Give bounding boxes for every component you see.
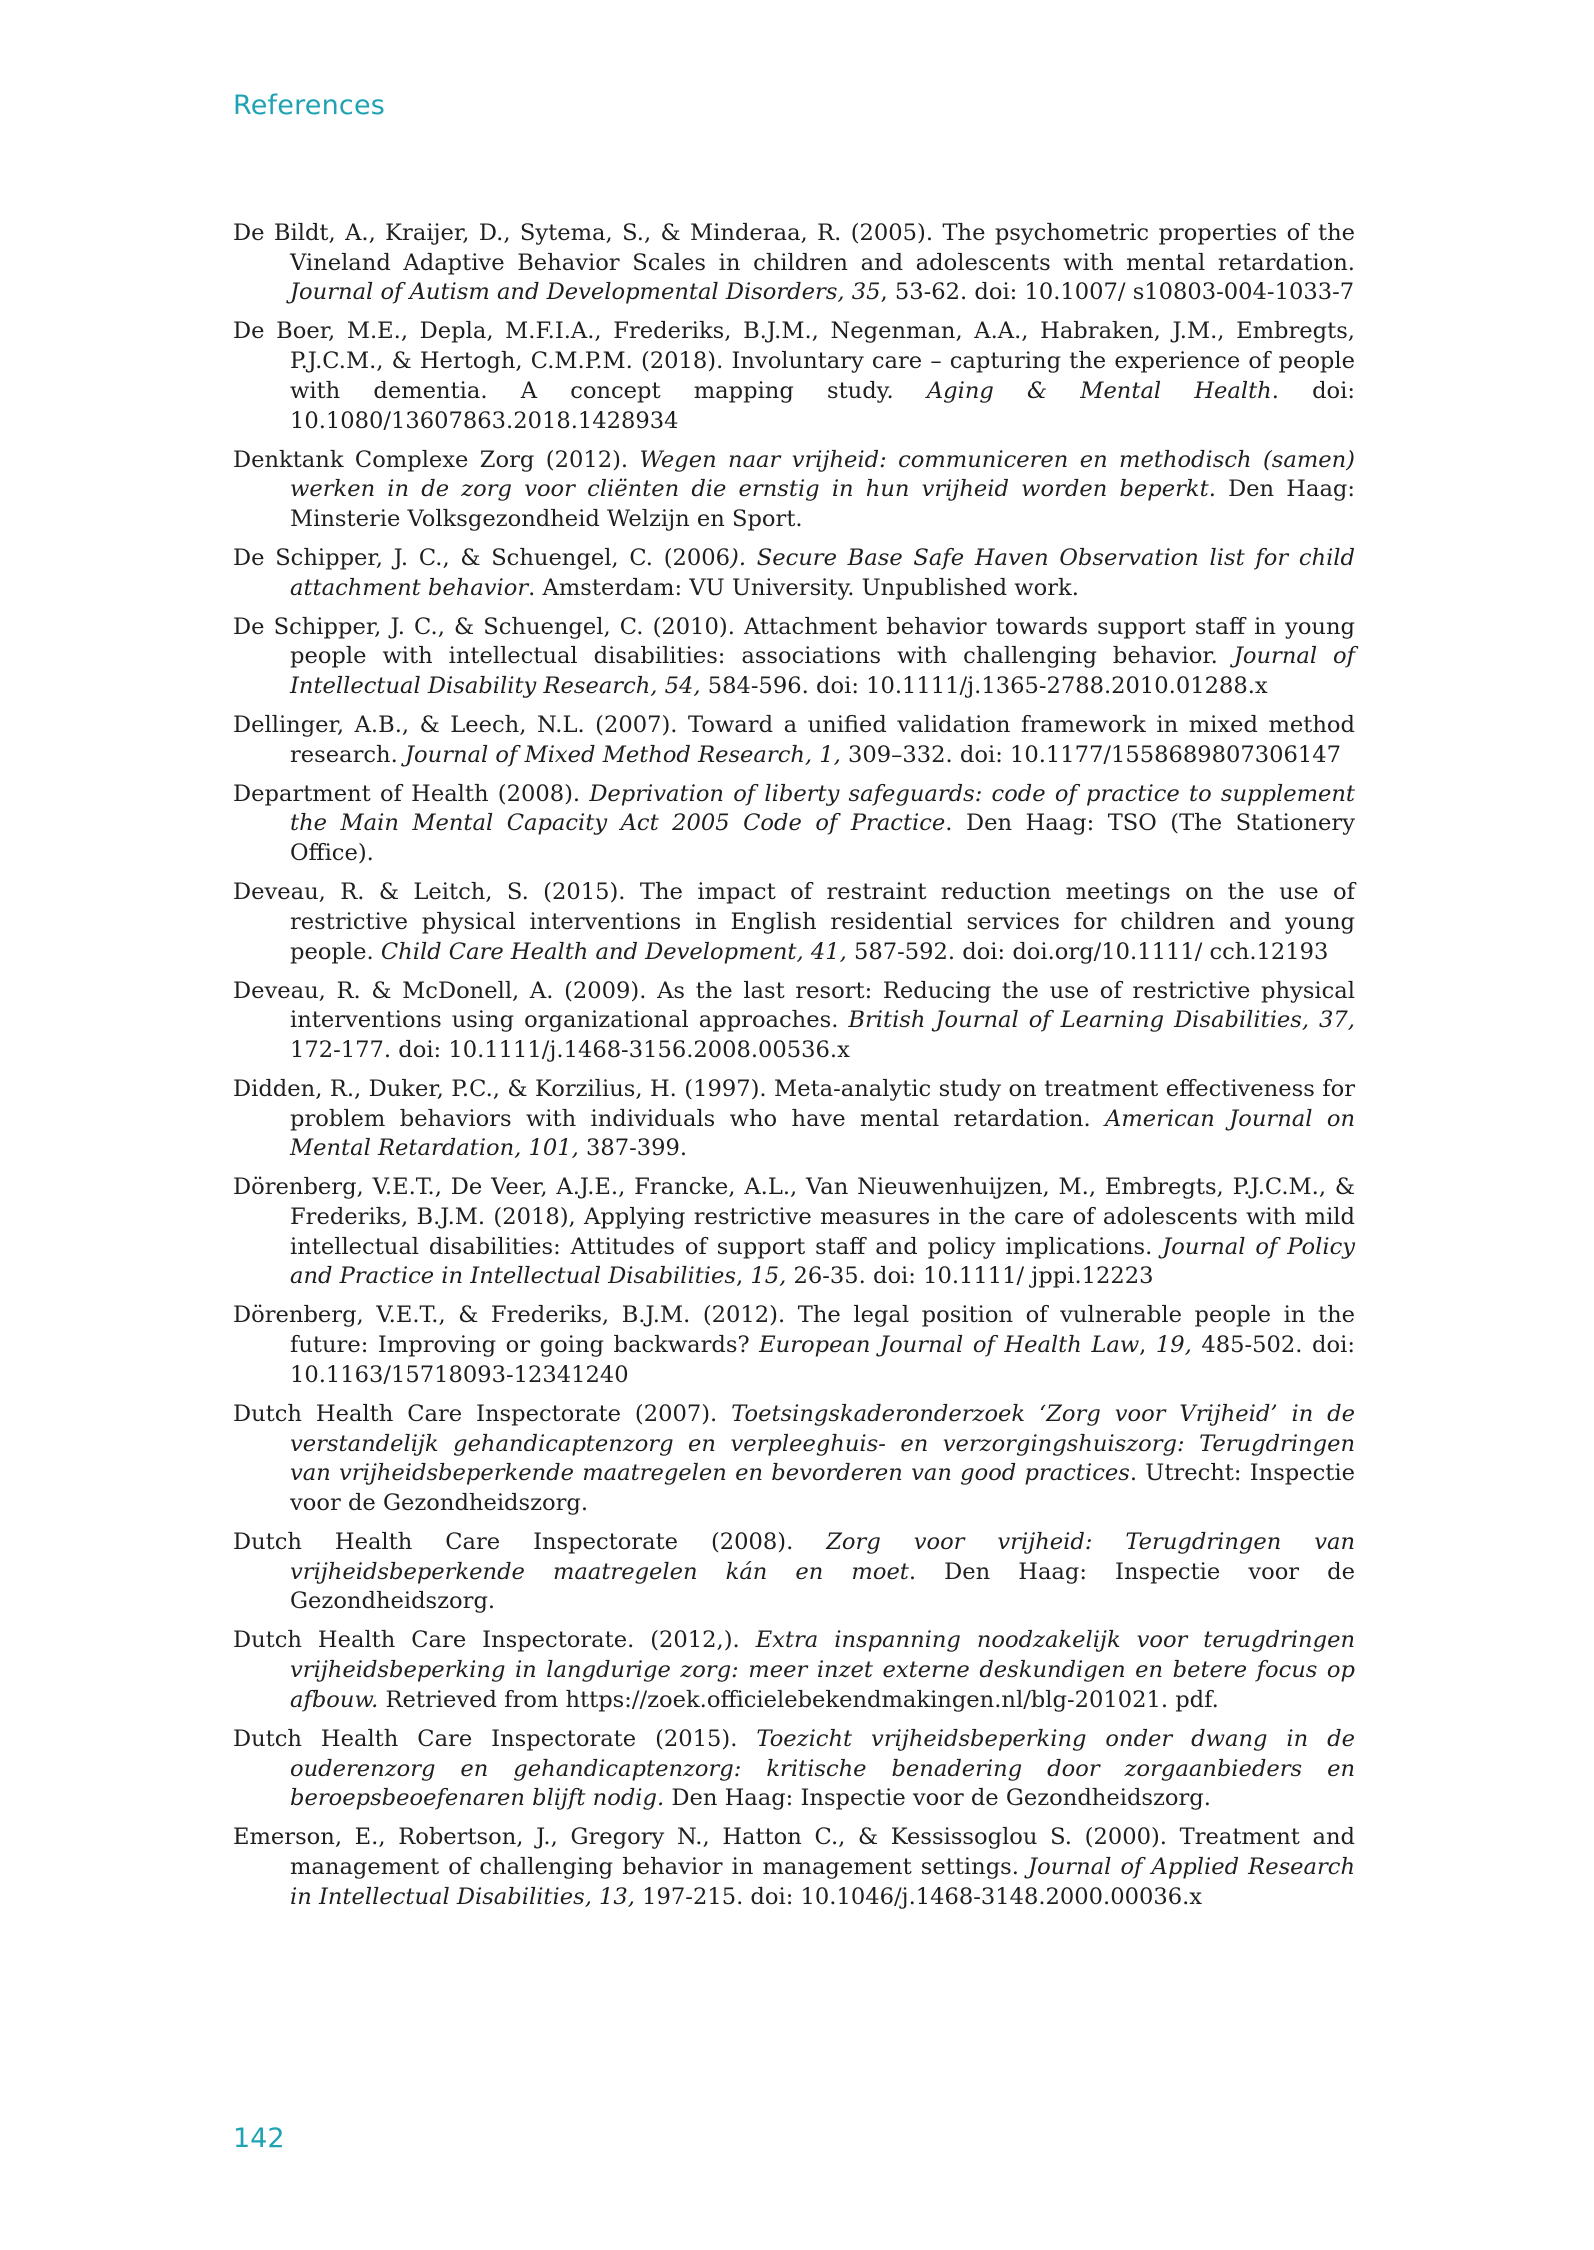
reference-entry (233, 219, 1355, 308)
reference-text: , (1139, 1332, 1156, 1359)
reference-text: Dutch Health Care Inspectorate. (2012,). (233, 1627, 756, 1654)
reference-source: ). Secure Base Safe Haven Observation list for child attachment behavior (290, 544, 1355, 601)
reference-text: Dutch Health Care Inspectorate (2008). (233, 1528, 827, 1555)
reference-text: , (736, 1263, 751, 1290)
reference-text: Den Haag: Inspectie voor de Gezondheidszorg. (664, 1785, 1211, 1812)
reference-text: De Bildt, A., Kraijer, D., Sytema, S., & Minderaa, R. (2005). The psychometric properties of the Vineland Adaptive Behavior Scales in children and adolescents with mental retardation. (233, 220, 1355, 276)
reference-source: Child Care Health and Development, 41, (380, 938, 847, 965)
reference-text: 172-177. doi: 10.1111/j.1468-3156.2008.00536.x (290, 1036, 850, 1063)
reference-source: American Journal on Mental Retardation, 101, (290, 1105, 1355, 1162)
reference-text: Dörenberg, V.E.T., & Frederiks, B.J.M. (2012). The legal position of vulnerable people in the future: Improving or going backwards? (233, 1302, 1355, 1359)
reference-text: Deveau, R. & McDonell, A. (2009). As the last resort: Reducing the use of restrictive physical interventions using organizational approaches. (233, 977, 1355, 1034)
reference-text: . doi: 10.1080/13607863.2018.1428934 (290, 377, 1355, 434)
reference-list (233, 219, 1355, 1922)
reference-source: European Journal of Health Law (759, 1332, 1140, 1359)
reference-source: Journal of Policy and Practice in Intellectual Disabilities (290, 1233, 1355, 1290)
reference-source: Journal of Applied Research in Intellectual Disabilities, 13, (290, 1853, 1356, 1910)
reference-source: Aging & Mental Health (926, 377, 1272, 404)
reference-text: Retrieved from https://zoek.officielebekendmakingen.nl/blg-201021. pdf. (378, 1686, 1219, 1713)
reference-text: . Amsterdam: VU University. Unpublished work. (528, 574, 1079, 601)
reference-volume: 15, (750, 1263, 787, 1290)
reference-entry (233, 317, 1355, 436)
running-header: References (233, 90, 386, 121)
reference-text: . Den Haag: Minsterie Volksgezondheid Welzijn en Sport. (290, 476, 1355, 532)
reference-entry (233, 613, 1355, 702)
reference-text: Dörenberg, V.E.T., De Veer, A.J.E., Francke, A.L., Van Nieuwenhuijzen, M., Embregts, P.J.C.M., & Frederiks, B.J.M. (2018), Applying restrictive measures in the care of adolescents with mild intellectual disabilities: Attitudes of support staff and policy implications. (233, 1174, 1355, 1260)
reference-source: Extra inspanning noodzakelijk voor terugdringen vrijheidsbeperking in langdurige zorg: meer inzet externe deskundigen en betere focus op afbouw. (290, 1627, 1355, 1713)
reference-entry (233, 1528, 1355, 1617)
reference-text: Didden, R., Duker, P.C., & Korzilius, H. (1997). Meta-analytic study on treatment effectiveness for problem behaviors with individuals who have mental retardation. (233, 1075, 1355, 1132)
reference-text: Dutch Health Care Inspectorate (2007). (233, 1400, 732, 1427)
reference-text: . Utrecht: Inspectie voor de Gezondheidszorg. (290, 1460, 1355, 1516)
reference-source: Deprivation of liberty safeguards: code of practice to supplement the Main Mental Capacity Act 2005 Code of Practice (290, 780, 1355, 837)
reference-entry (233, 878, 1355, 967)
reference-text: 485-502. doi: 10.1163/15718093-12341240 (290, 1332, 1355, 1388)
reference-text: 26-35. doi: 10.1111/ jppi.12223 (786, 1263, 1154, 1290)
reference-text: Dellinger, A.B., & Leech, N.L. (2007). Toward a unified validation framework in mixed method research. (233, 712, 1355, 768)
reference-entry (233, 1301, 1355, 1390)
reference-entry (233, 977, 1355, 1066)
reference-entry (233, 711, 1355, 770)
reference-volume: 19, (1155, 1332, 1192, 1359)
reference-entry (233, 1626, 1355, 1715)
reference-text: De Boer, M.E., Depla, M.F.I.A., Frederiks, B.J.M., Negenman, A.A., Habraken, J.M., Embregts, P.J.C.M., & Hertogh, C.M.P.M. (2018). Involuntary care – capturing the experience of people with dementia. A concept mapping study. (233, 318, 1355, 404)
reference-entry (233, 446, 1355, 535)
reference-text: 587-592. doi: doi.org/10.1111/ cch.12193 (846, 938, 1329, 965)
reference-text: Denktank Complexe Zorg (2012). (233, 446, 640, 473)
reference-text: . Den Haag: TSO (The Stationery Office). (290, 810, 1355, 867)
reference-text: Department of Health (2008). (233, 780, 590, 807)
reference-entry (233, 1075, 1355, 1164)
reference-text: 584-596. doi: 10.1111/j.1365-2788.2010.01288.x (700, 673, 1268, 700)
reference-text: 387-399. (578, 1135, 688, 1162)
reference-source: Toezicht vrijheidsbeperking onder dwang in de ouderenzorg en gehandicaptenzorg: kritische benadering door zorgaanbieders en beroepsbeoefenaren blijft nodig. (290, 1725, 1356, 1812)
reference-source: Journal of Mixed Method Research, 1, (404, 741, 841, 768)
reference-text: Dutch Health Care Inspectorate (2015). (233, 1725, 757, 1752)
reference-entry (233, 1725, 1355, 1814)
reference-text: 197-215. doi: 10.1046/j.1468-3148.2000.00036.x (635, 1883, 1203, 1910)
reference-source: British Journal of Learning Disabilities, 37, (848, 1007, 1355, 1034)
reference-text: Emerson, E., Robertson, J., Gregory N., Hatton C., & Kessissoglou S. (2000). Treatment and management of challenging behavior in management settings. (233, 1824, 1355, 1880)
reference-source: Journal of Autism and Developmental Disorders, 35 (290, 279, 881, 306)
reference-text: Deveau, R. & Leitch, S. (2015). The impact of restraint reduction meetings on the use of restrictive physical interventions in English residential services for children and young people. (233, 879, 1355, 965)
reference-text: . Den Haag: Inspectie voor de Gezondheidszorg. (290, 1558, 1355, 1615)
reference-text: , 53-62. doi: 10.1007/ s10803-004-1033-7 (880, 279, 1355, 306)
reference-source: Wegen naar vrijheid: communiceren en methodisch (samen) werken in de zorg voor cliënten die ernstig in hun vrijheid worden beperkt (290, 446, 1355, 503)
reference-entry (233, 1400, 1355, 1519)
reference-source: Journal of Intellectual Disability Research, 54, (290, 643, 1356, 700)
reference-source: Zorg voor vrijheid: Terugdringen van vrijheidsbeperkende maatregelen kán en moet (290, 1528, 1356, 1585)
reference-entry (233, 780, 1355, 869)
reference-source: Toetsingskaderonderzoek ‘Zorg voor Vrijheid’ in de verstandelijk gehandicaptenzorg en verpleeghuis- en verzorgingshuiszorg: Terugdringen van vrijheidsbeperkende maatregelen en bevorderen van good practices (290, 1400, 1355, 1487)
reference-entry (233, 544, 1355, 603)
reference-text: De Schipper, J. C., & Schuengel, C. (2010). Attachment behavior towards support staff in young people with intellectual disabilities: associations with challenging behavior. (233, 613, 1355, 670)
page-number: 142 (233, 2123, 285, 2154)
reference-entry (233, 1173, 1355, 1292)
reference-text: 309–332. doi: 10.1177/1558689807306147 (840, 741, 1342, 768)
reference-entry (233, 1823, 1355, 1912)
reference-text: De Schipper, J. C., & Schuengel, C. (2006 (233, 544, 731, 571)
